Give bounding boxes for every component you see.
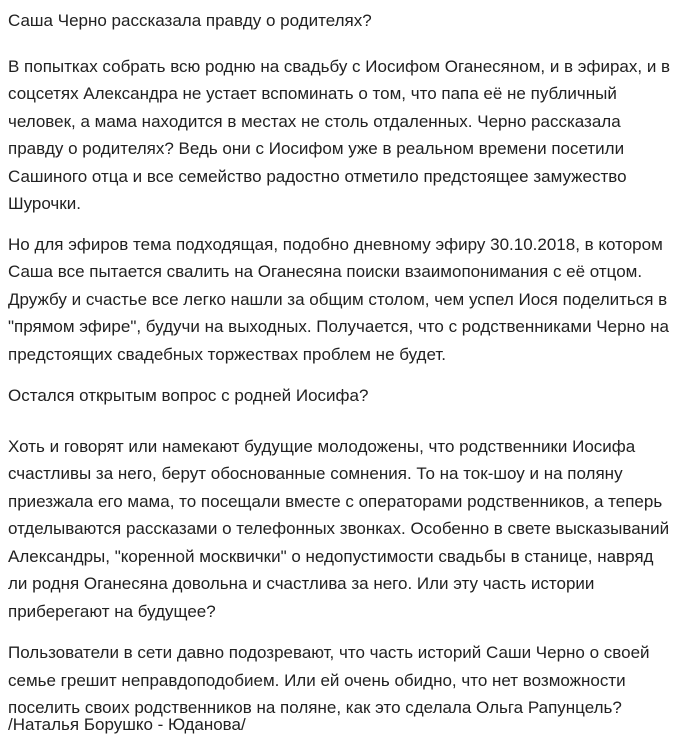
article-title: Саша Черно рассказала правду о родителях? (8, 11, 372, 30)
paragraph-users-suspicions: Пользователи в сети давно подозревают, что часть историй Саши Черно о своей семье грешит неправдоподобием. Или ей очень обидно, что нет возможности поселить своих родственников на поляне, как это сделала Ольга Рапунцель? (8, 643, 650, 717)
paragraph-relatives: Хоть и говорят или намекают будущие молодожены, что родственники Иосифа счастливы за него, берут обоснованные сомнения. То на ток-шоу и на поляну приезжала его мама, то посещали вместе с операторами родственников, а теперь отделываются рассказами о телефонных звонках. Особенно в свете высказываний Александры, "коренной москвички" о недопустимости свадьбы в станице, навряд ли родня Оганесяна довольна и счастлива за него. Или эту часть истории приберегают на будущее? (8, 436, 670, 621)
paragraph-intro: В попытках собрать всю родню на свадьбу с Иосифом Оганесяном, и в эфирах, и в соцсетях Александра не устает вспоминать о том, что папа её не публичный человек, а мама находится в местах не столь отдаленных. Черно рассказала правду о родителях? Ведь они с Иосифом уже в реальном времени посетили Сашиного отца и все семейство радостно отметило предстоящее замужество Шурочки. (8, 56, 671, 213)
paragraph-broadcast: Но для эфиров тема подходящая, подобно дневному эфиру 30.10.2018, в котором Саша все пытается свалить на Оганесяна поиски взаимопонимания с её отцом. Дружбу и счастье все легко нашли за общим столом, чем успел Иося поделиться в "прямом эфире", будучи на выходных. Получается, что с родственниками Черно на предстоящих свадебных торжествах проблем не будет. (8, 234, 669, 364)
section-question-heading: Остался открытым вопрос с родней Иосифа? (8, 386, 369, 405)
byline: /Наталья Борушко - Юданова/ (8, 714, 246, 734)
